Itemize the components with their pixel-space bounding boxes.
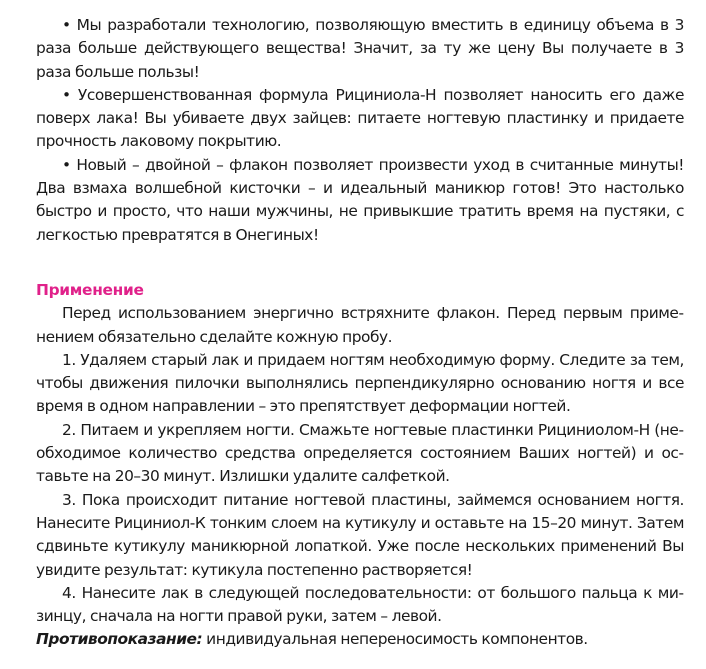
usage-intro: Перед использованием энергично встряхните флакон. Перед первым применением обязательно сделайте кожную пробу. [36, 304, 684, 346]
bullet-paragraph-bottle: • Новый – двойной – флакон позволяет произвести уход в считанные минуты! Два взмаха волшебной кисточки – и идеальный маникюр готов! Это настолько быстро и просто, что наши мужчины, не привыкшие тратить время на пустяки, с легкостью превратятся в Онегиных! [36, 155, 684, 244]
contraindications-text: индивидуальная непереносимость компонентов. [202, 630, 588, 649]
bullet-paragraph-formula: • Усовершенствованная формула Рициниола-Н позволяет наносить его даже поверх лака! Вы убиваете двух зайцев: питаете ногтевую пластинку и придаете прочность лаковому покрытию. [36, 85, 684, 151]
usage-step-2: 2. Питаем и укрепляем ногти. Смажьте ногтевые пластинки Рициниолом-Н (необходимое количество средства определяется состоянием Ваших ногтей) и оставьте на 20–30 минут. Излишки удалите салфеткой. [36, 420, 684, 486]
contraindications-label: Противопоказание: [36, 630, 203, 649]
usage-step-1: 1. Удаляем старый лак и придаем ногтям необходимую форму. Следите за тем, чтобы движения пилочки выполнялись перпендикулярно основанию ногтя и все время в одном направлении – это препятствует деформации ногтей. [36, 350, 684, 416]
bullet-paragraph-technology: • Мы разработали технологию, позволяющую вместить в единицу объема в 3 раза больше действующего вещества! Значит, за ту же цену Вы получаете в 3 раза больше пользы! [36, 16, 684, 81]
usage-step-3: 3. Пока происходит питание ногтевой пластины, займемся основанием ногтя. Нанесите Рициниол-К тонким слоем на кутикулу и оставьте на 15–20 минут. Затем сдвиньте кутикулу маникюрной лопаткой. Уже после нескольких применений Вы увидите результат: кутикула постепенно растворяется! [36, 490, 684, 579]
usage-step-4: 4. Нанесите лак в следующей последовательности: от большого пальца к мизинцу, сначала на ногти правой руки, затем – левой. [36, 583, 684, 626]
usage-heading: Применение [36, 280, 144, 299]
section-spacer [36, 247, 684, 279]
document-page [36, 14, 684, 652]
contraindications-paragraph [36, 628, 684, 651]
